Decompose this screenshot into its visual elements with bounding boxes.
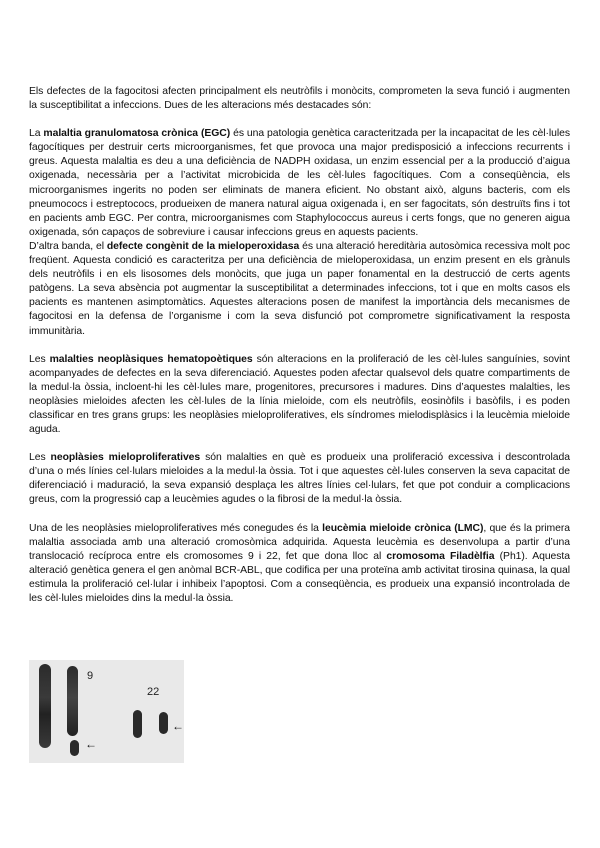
chromosome-9-right [67, 666, 78, 736]
chromosome-22-left [133, 710, 142, 738]
text-segment: D’altra banda, el [29, 240, 107, 252]
bold-term: malaltia granulomatosa crònica (EGC) [43, 128, 231, 140]
document-body [29, 85, 570, 606]
chromosome-22-right [159, 712, 168, 734]
text-segment: és una patologia genètica caracteritzada per la incapacitat de les cèl·lules fagocítiques per destruir certs microorganismes, fet que provoca una major predisposició a infeccions recurrents i greus. Aquesta malaltia es deu a una deficiència de NADPH oxidasa, un enzim essencial per a la producció d’aigua oxigenada, necessària per a l’activitat microbicida de les cèl·lules fagocítiques. Com a conseqüència, els microorganismes ingerits no poden ser eliminats de manera eficient. No obstant això, alguns bacteris, com els pneumococs i estreptococs, produeixen de manera natural aigua oxigenada i, en ser fagocitats, són destruïts fins i tot en pacients amb EGC. Per contra, microorganismes com Staphylococcus aureus i certs fongs, que no generen aigua oxigenada, són capaços de sobreviure i causar infeccions greus en aquests pacients. [29, 128, 571, 238]
label-chromosome-9: 9 [87, 670, 94, 682]
chromosome-9-right-fragment [70, 740, 79, 756]
paragraph-neoplasiques [29, 353, 570, 438]
text-segment: (Ph1). Aquesta alteració genètica genera el gen anòmal BCR-ABL, que codifica per una proteïna amb activitat tirosina quinasa, la qual estimula la proliferació cel·lular i inhibeix l’apoptosi. Com a conseqüència, es produeix una expansió incontrolada de les cèl·lules mieloides dins la medul·la òssia. [29, 550, 570, 604]
text-segment: són malalties en què es produeix una proliferació excessiva i descontrolada d’una o més línies cel·lulars mieloides a la medul·la òssia. Tot i que aquestes cèl·lules conserven la seva capacitat de diferenciació i maduració, la seva expansió desplaça les altres línies cel·lulars, fet que pot conduir a complicacions greus, com la progressió cap a leucèmies agudes o la fibrosi de la medul·la òssia. [29, 452, 570, 506]
arrow-22-icon: ← [172, 719, 184, 733]
paragraph-mpo [29, 240, 570, 339]
text-segment: Les [29, 353, 50, 365]
text-segment: Les [29, 452, 51, 464]
paragraph-mieloproliferatives [29, 451, 570, 507]
text-segment: són alteracions en la proliferació de les cèl·lules sanguínies, sovint acompanyades de defectes en la seva diferenciació. Aquestes poden afectar qualsevol dels quatre compartiments de la medul·la òssia, incloent-hi les cèl·lules mare, progenitores, precursores i madures. Dins d’aquestes malalties, les neoplàsies mieloides afecten les cèl·lules de la línia mieloide, com els neutròfils, eosinòfils i basòfils, i es poden classificar en tres grans grups: les neoplàsies mieloproliferatives, els síndromes mielodisplàsics i la leucèmia mieloide aguda. [29, 353, 570, 436]
arrow-9-icon: ← [85, 737, 97, 751]
label-chromosome-22: 22 [147, 686, 160, 698]
paragraph-lmc [29, 522, 570, 607]
text-segment: La [29, 128, 44, 140]
paragraph-egc [29, 127, 570, 240]
bold-term: defecte congènit de la mieloperoxidasa [106, 240, 300, 252]
text-segment: , que és la primera malaltia associada amb una alteració cromosòmica adquirida. Aquesta leucèmia es desenvolupa a partir d’una translocació recíproca entre els cromosomes 9 i 22, fet que dona lloc al [29, 522, 571, 562]
bold-term: neoplàsies mieloproliferatives [50, 452, 201, 464]
chromosome-9-left [39, 664, 51, 748]
text-segment: Els defectes de la fagocitosi afecten principalment els neutròfils i monòcits, comprometen la seva funció i augmenten la susceptibilitat a infeccions. Dues de les alteracions més destacades són: [29, 86, 570, 112]
bold-term: malalties neoplàsiques hematopoètiques [49, 353, 253, 365]
bold-term: cromosoma Filadèlfia [386, 550, 495, 562]
text-segment: Una de les neoplàsies mieloproliferatives més conegudes és la [29, 522, 323, 534]
karyotype-figure [29, 660, 184, 763]
text-segment: és una alteració hereditària autosòmica recessiva molt poc freqüent. Aquesta condició es caracteritza per una deficiència de mieloperoxidasa, un enzim present en els grànuls dels neutròfils i en els lisosomes dels monòcits, que juga un paper fonamental en la destrucció de certs agents patògens. La seva absència pot augmentar la susceptibilitat a determinades infeccions, tot i que en molts casos els pacients es mantenen asimptomàtics. Aquestes alteracions posen de manifest la importància dels mecanismes de fagocitosi en la defensa de l’organisme i com la seva disfunció pot comprometre significativament la resposta immunitària. [29, 240, 571, 337]
bold-term: leucèmia mieloide crònica (LMC) [322, 522, 484, 534]
paragraph-intro [29, 85, 570, 113]
